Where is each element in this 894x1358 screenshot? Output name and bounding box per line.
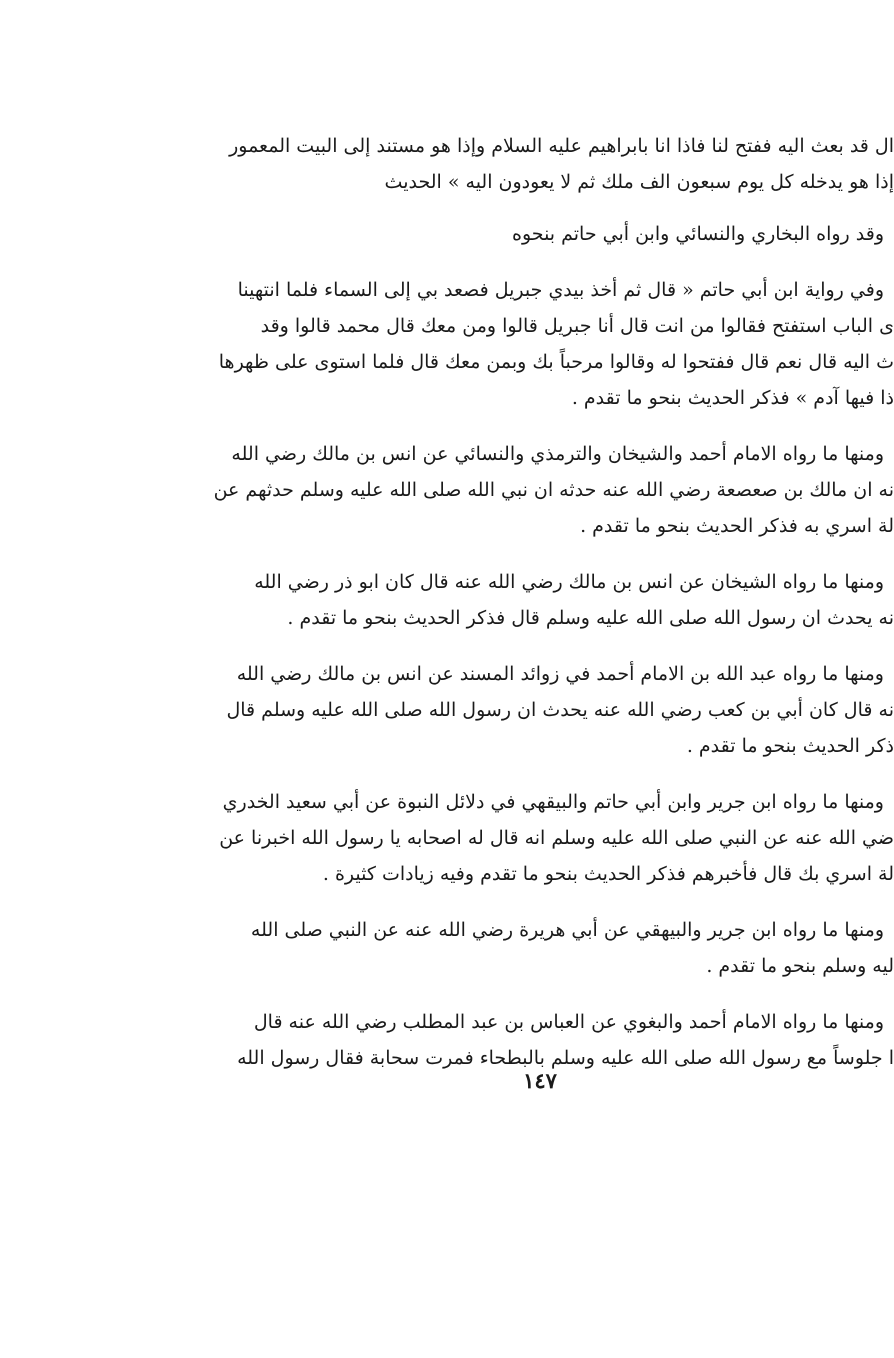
- text-line: ليه وسلم بنحو ما تقدم .: [706, 955, 894, 977]
- text-line: ومنها ما رواه عبد الله بن الامام أحمد في زوائد المسند عن انس بن مالك رضي الله: [236, 663, 884, 685]
- paragraph-gap: [154, 636, 894, 656]
- text-line: ومنها ما رواه الامام أحمد والبغوي عن العباس بن عبد المطلب رضي الله عنه قال: [253, 1011, 884, 1033]
- text-line: ث اليه قال نعم قال ففتحوا له وقالوا مرحباً بك وبمن معك قال فلما استوى على ظهرها: [218, 351, 894, 373]
- paragraph-gap: [154, 200, 894, 216]
- text-line: ى الباب استفتح فقالوا من انت قال أنا جبريل قالوا ومن معك قال محمد قالوا وقد: [260, 315, 894, 337]
- paragraph-6: [154, 656, 894, 764]
- text-line: لة اسري به فذكر الحديث بنحو ما تقدم .: [580, 515, 894, 537]
- paragraph-gap: [154, 544, 894, 564]
- paragraph-5: [154, 564, 894, 636]
- paragraph-2: [154, 216, 894, 252]
- paragraph-3: [154, 272, 894, 416]
- paragraph-7: [154, 784, 894, 892]
- text-line: نه ان مالك بن صعصعة رضي الله عنه حدثه ان نبي الله صلى الله عليه وسلم حدثهم عن: [213, 479, 894, 501]
- paragraph-gap: [154, 764, 894, 784]
- paragraph-9: [154, 1004, 894, 1076]
- paragraph-gap: [154, 984, 894, 1004]
- text-line: ومنها ما رواه ابن جرير وابن أبي حاتم والبيقهي في دلائل النبوة عن أبي سعيد الخدري: [222, 791, 884, 813]
- text-line: ذكر الحديث بنحو ما تقدم .: [686, 735, 894, 757]
- text-line: وقد رواه البخاري والنسائي وابن أبي حاتم بنحوه: [512, 223, 884, 245]
- page-number: ١٤٧: [523, 1068, 557, 1093]
- paragraph-gap: [154, 416, 894, 436]
- paragraph-gap: [154, 252, 894, 272]
- text-line: ومنها ما رواه الشيخان عن انس بن مالك رضي الله عنه قال كان ابو ذر رضي الله: [254, 571, 884, 593]
- text-line: إذا هو يدخله كل يوم سبعون الف ملك ثم لا يعودون اليه » الحديث: [384, 171, 894, 193]
- text-line: ومنها ما رواه ابن جرير والبيهقي عن أبي هريرة رضي الله عنه عن النبي صلى الله: [250, 919, 884, 941]
- text-line: ومنها ما رواه الامام أحمد والشيخان والترمذي والنسائي عن انس بن مالك رضي الله: [231, 443, 884, 465]
- paragraph-8: [154, 912, 894, 984]
- paragraph-gap: [154, 892, 894, 912]
- text-line: نه قال كان أبي بن كعب رضي الله عنه يحدث ان رسول الله صلى الله عليه وسلم قال: [226, 699, 894, 721]
- paragraph-4: [154, 436, 894, 544]
- paragraph-1: [154, 128, 894, 200]
- text-line: ذا فيها آدم » فذكر الحديث بنحو ما تقدم .: [571, 387, 894, 409]
- text-line: وفي رواية ابن أبي حاتم « قال ثم أخذ بيدي جبريل فصعد بي إلى السماء فلما انتهينا: [237, 279, 884, 301]
- text-line: لة اسري بك قال فأخبرهم فذكر الحديث بنحو ما تقدم وفيه زيادات كثيرة .: [322, 863, 894, 885]
- text-line: نه يحدث ان رسول الله صلى الله عليه وسلم قال فذكر الحديث بنحو ما تقدم .: [287, 607, 894, 629]
- text-line: ضي الله عنه عن النبي صلى الله عليه وسلم انه قال له اصحابه يا رسول الله اخبرنا عن: [219, 827, 894, 849]
- text-line: ا جلوساً مع رسول الله صلى الله عليه وسلم بالبطحاء فمرت سحابة فقال رسول الله: [237, 1047, 894, 1069]
- text-line: ال قد بعث اليه ففتح لنا فاذا انا بابراهيم عليه السلام وإذا هو مستند إلى البيت المعمور: [229, 135, 894, 157]
- body-text: [154, 128, 894, 1076]
